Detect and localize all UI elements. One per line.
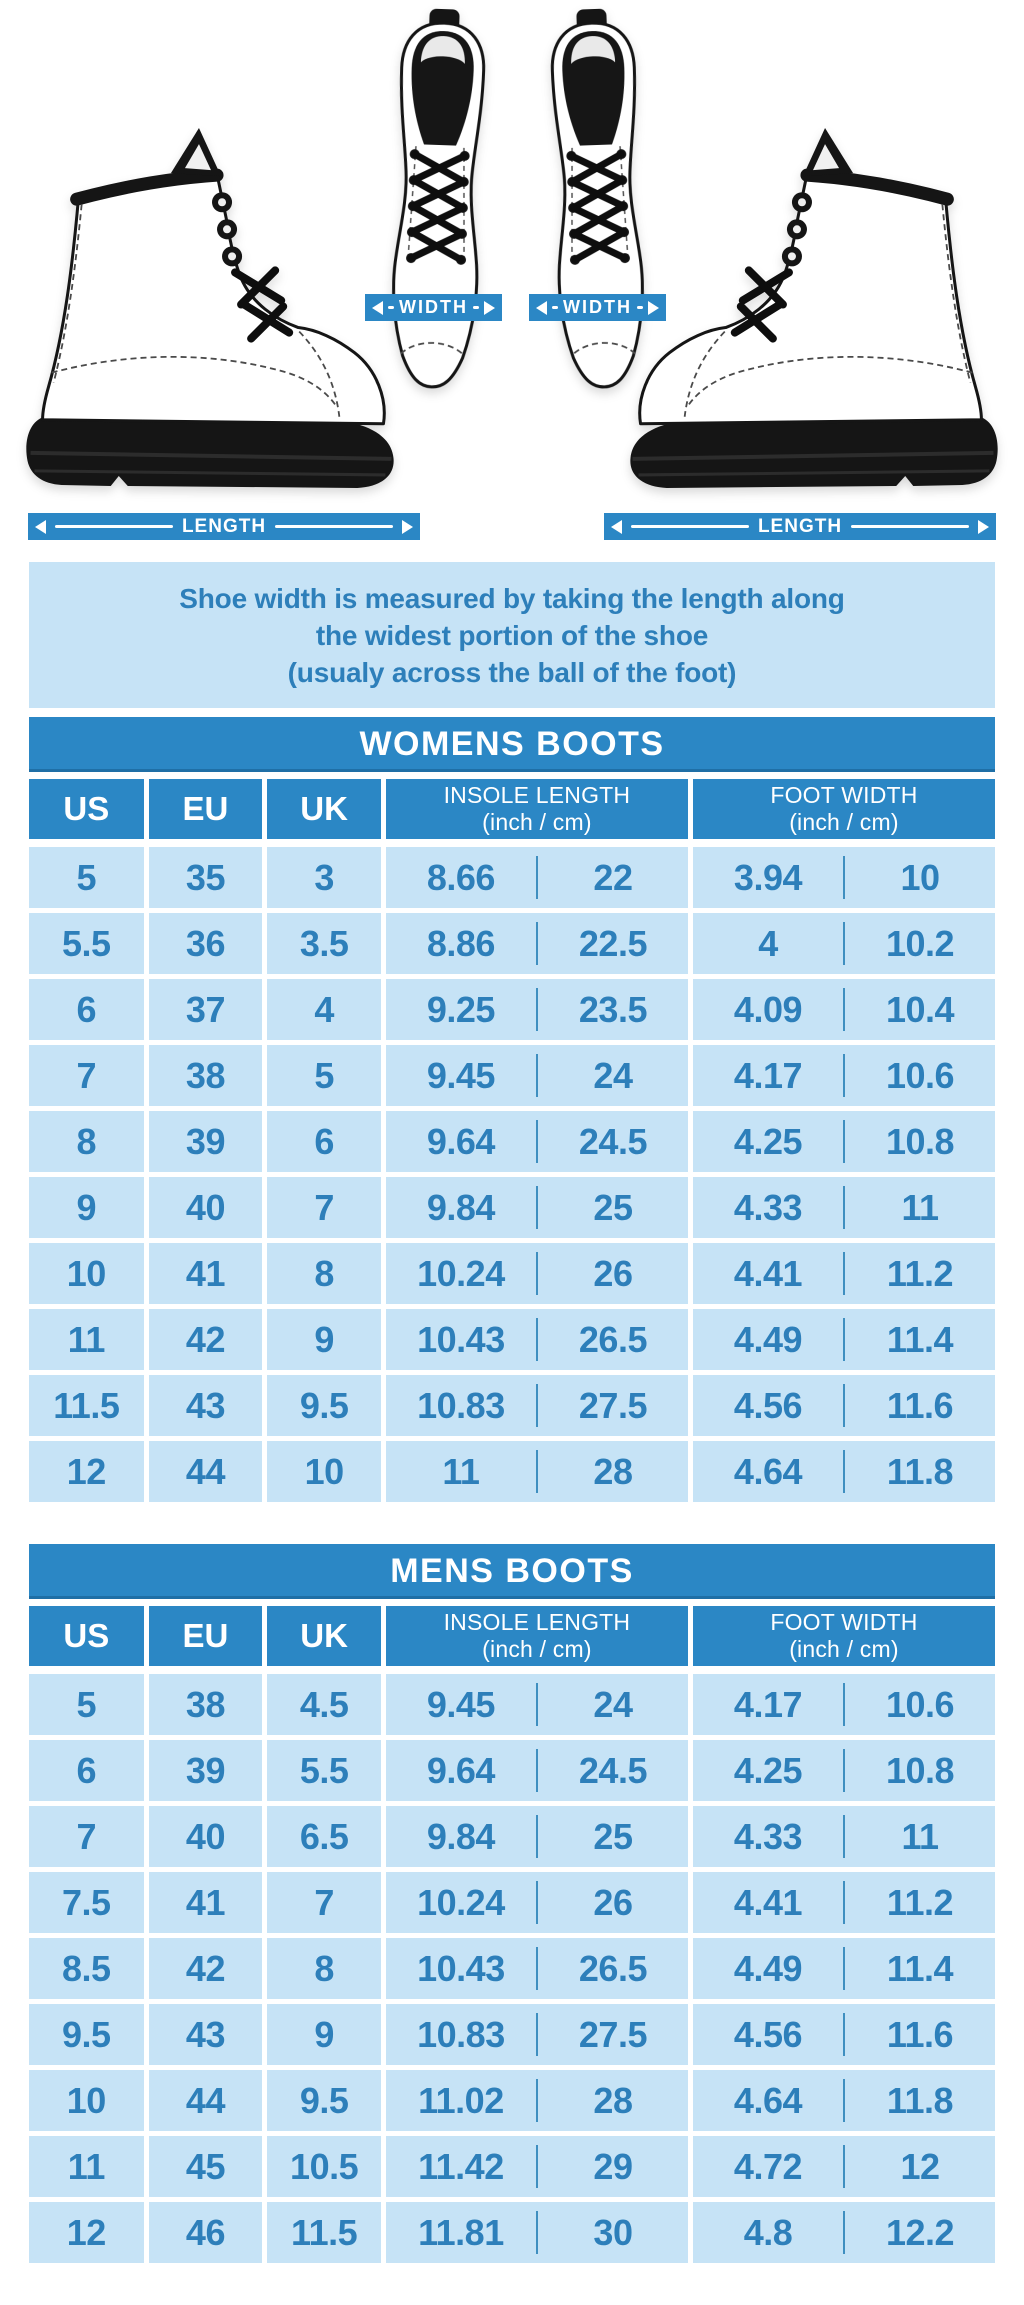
foot-width-cell — [693, 2070, 995, 2131]
col-header-eu: EU — [149, 779, 263, 839]
insole-length-cell — [386, 1045, 688, 1106]
insole-cm-value: 25 — [593, 1815, 633, 1857]
eu-size-cell: 36 — [149, 913, 263, 974]
eu-size-cell: 40 — [149, 1177, 263, 1238]
arrow-line — [388, 306, 394, 309]
foot-width-cell — [693, 1674, 995, 1735]
insole-inch-value: 10.43 — [417, 1947, 505, 1989]
insole-length-cell — [386, 913, 688, 974]
arrow-line — [637, 306, 643, 309]
width-inch-value: 4 — [758, 922, 778, 964]
width-inch-value: 4.41 — [733, 1252, 802, 1294]
insole-inch-value: 10.83 — [417, 2013, 505, 2055]
boot-top-view-left-image — [361, 4, 515, 403]
foot-width-cell — [693, 1045, 995, 1106]
note-line: (usualy across the ball of the foot) — [287, 656, 737, 688]
foot-width-cell — [693, 1872, 995, 1933]
width-inch-value: 4.64 — [733, 2079, 802, 2121]
table-body — [29, 847, 995, 1502]
table-row — [29, 913, 995, 974]
boot-top-view-right-image — [521, 4, 675, 403]
width-inch-value: 4.8 — [743, 2211, 793, 2253]
eu-size-cell: 39 — [149, 1111, 263, 1172]
insole-inch-value: 9.64 — [426, 1749, 495, 1791]
us-size-cell: 10 — [29, 1243, 144, 1304]
table-title: MENS BOOTS — [29, 1544, 995, 1599]
width-inch-value: 4.25 — [733, 1120, 802, 1162]
right-arrow-icon — [648, 301, 659, 315]
uk-size-cell: 10 — [267, 1441, 381, 1502]
width-cm-value: 11 — [901, 1815, 939, 1857]
width-inch-value: 4.41 — [733, 1881, 802, 1923]
width-cm-value: 11.8 — [886, 1450, 954, 1492]
eu-size-cell: 41 — [149, 1872, 263, 1933]
foot-width-cell — [693, 2202, 995, 2263]
insole-length-cell — [386, 2004, 688, 2065]
uk-size-cell: 5.5 — [267, 1740, 381, 1801]
insole-cm-value: 27.5 — [578, 1384, 647, 1426]
uk-size-cell: 6.5 — [267, 1806, 381, 1867]
width-inch-value: 4.64 — [733, 1450, 802, 1492]
uk-size-cell: 3.5 — [267, 913, 381, 974]
foot-width-cell — [693, 1177, 995, 1238]
insole-inch-value: 9.64 — [426, 1120, 495, 1162]
width-inch-value: 4.17 — [733, 1683, 802, 1725]
us-size-cell: 9.5 — [29, 2004, 144, 2065]
insole-cm-value: 26 — [593, 1881, 633, 1923]
insole-cm-value: 25 — [593, 1186, 633, 1228]
width-cm-value: 10.4 — [885, 988, 955, 1030]
insole-cm-value: 24 — [593, 1054, 633, 1096]
width-inch-value: 4.09 — [733, 988, 802, 1030]
table-row — [29, 1045, 995, 1106]
insole-inch-value: 9.84 — [426, 1815, 495, 1857]
insole-cm-value: 28 — [593, 2079, 633, 2121]
uk-size-cell: 11.5 — [267, 2202, 381, 2263]
table-header — [29, 779, 995, 839]
width-cm-value: 11.6 — [886, 1384, 954, 1426]
table-row — [29, 1674, 995, 1735]
uk-size-cell: 7 — [267, 1177, 381, 1238]
length-measure-bar-left — [28, 513, 420, 540]
womens-boots-table — [29, 717, 995, 1502]
eu-size-cell: 40 — [149, 1806, 263, 1867]
width-inch-value: 4.17 — [733, 1054, 802, 1096]
insole-inch-value: 11.81 — [418, 2211, 504, 2253]
uk-size-cell: 9 — [267, 2004, 381, 2065]
insole-length-cell — [386, 1441, 688, 1502]
us-size-cell: 7 — [29, 1045, 144, 1106]
width-band-label: WIDTH — [563, 297, 632, 317]
us-size-cell: 8.5 — [29, 1938, 144, 1999]
foot-width-cell — [693, 1309, 995, 1370]
col-header-units: (inch / cm) — [482, 1636, 592, 1662]
boots-figure — [0, 0, 1024, 545]
table-header — [29, 1606, 995, 1666]
boot-side-view-right-image — [618, 114, 1010, 500]
width-inch-value: 4.56 — [733, 2013, 802, 2055]
uk-size-cell: 3 — [267, 847, 381, 908]
us-size-cell: 11 — [29, 1309, 144, 1370]
table-body — [29, 1674, 995, 2263]
left-arrow-icon — [536, 301, 547, 315]
table-row — [29, 2136, 995, 2197]
width-measure-band-right — [529, 294, 666, 321]
foot-width-cell — [693, 1740, 995, 1801]
uk-size-cell: 9.5 — [267, 1375, 381, 1436]
insole-length-cell — [386, 1938, 688, 1999]
uk-size-cell: 10.5 — [267, 2136, 381, 2197]
table-row — [29, 1938, 995, 1999]
width-band-label: WIDTH — [399, 297, 468, 317]
us-size-cell: 9 — [29, 1177, 144, 1238]
arrow-line — [631, 525, 749, 528]
foot-width-cell — [693, 913, 995, 974]
foot-width-cell — [693, 847, 995, 908]
us-size-cell: 8 — [29, 1111, 144, 1172]
insole-length-cell — [386, 1740, 688, 1801]
width-cm-value: 11.4 — [886, 1318, 954, 1360]
col-header-units: (inch / cm) — [789, 1636, 899, 1662]
eu-size-cell: 44 — [149, 2070, 263, 2131]
insole-cm-value: 24.5 — [578, 1749, 647, 1791]
us-size-cell: 12 — [29, 1441, 144, 1502]
width-inch-value: 4.72 — [733, 2145, 802, 2187]
width-cm-value: 11.4 — [886, 1947, 954, 1989]
col-header-label: INSOLE LENGTH — [443, 1609, 631, 1635]
col-header-foot-width — [693, 779, 995, 839]
right-arrow-icon — [978, 520, 989, 534]
col-header-units: (inch / cm) — [789, 809, 899, 835]
width-inch-value: 4.33 — [733, 1186, 802, 1228]
table-row — [29, 1111, 995, 1172]
width-cm-value: 10.2 — [885, 922, 955, 964]
insole-length-cell — [386, 2070, 688, 2131]
col-header-us: US — [29, 1606, 144, 1666]
measurement-note — [29, 562, 995, 708]
insole-inch-value: 10.24 — [417, 1881, 505, 1923]
us-size-cell: 7.5 — [29, 1872, 144, 1933]
table-row — [29, 2004, 995, 2065]
col-header-uk: UK — [267, 1606, 381, 1666]
col-header-label: INSOLE LENGTH — [443, 782, 631, 808]
insole-cm-value: 30 — [593, 2211, 633, 2253]
arrow-line — [552, 306, 558, 309]
uk-size-cell: 4 — [267, 979, 381, 1040]
eu-size-cell: 44 — [149, 1441, 263, 1502]
insole-inch-value: 9.25 — [426, 988, 495, 1030]
insole-cm-value: 29 — [593, 2145, 633, 2187]
table-row — [29, 1309, 995, 1370]
insole-inch-value: 11.02 — [418, 2079, 504, 2121]
table-row — [29, 847, 995, 908]
insole-length-cell — [386, 1309, 688, 1370]
eu-size-cell: 38 — [149, 1674, 263, 1735]
width-inch-value: 4.33 — [733, 1815, 802, 1857]
insole-cm-value: 22.5 — [578, 922, 647, 964]
insole-length-cell — [386, 1674, 688, 1735]
width-cm-value: 12.2 — [885, 2211, 955, 2253]
insole-length-cell — [386, 1177, 688, 1238]
insole-cm-value: 23.5 — [578, 988, 647, 1030]
eu-size-cell: 45 — [149, 2136, 263, 2197]
insole-cm-value: 22 — [593, 856, 633, 898]
width-cm-value: 11.2 — [886, 1252, 954, 1294]
foot-width-cell — [693, 2004, 995, 2065]
col-header-label: FOOT WIDTH — [770, 1609, 918, 1635]
left-arrow-icon — [611, 520, 622, 534]
length-bar-label: LENGTH — [181, 515, 267, 537]
foot-width-cell — [693, 1375, 995, 1436]
insole-inch-value: 9.45 — [426, 1683, 495, 1725]
table-row — [29, 979, 995, 1040]
right-arrow-icon — [484, 301, 495, 315]
table-row — [29, 1375, 995, 1436]
insole-inch-value: 9.84 — [426, 1186, 495, 1228]
foot-width-cell — [693, 979, 995, 1040]
width-inch-value: 4.49 — [733, 1318, 802, 1360]
insole-cm-value: 27.5 — [578, 2013, 647, 2055]
table-row — [29, 1806, 995, 1867]
eu-size-cell: 43 — [149, 1375, 263, 1436]
eu-size-cell: 35 — [149, 847, 263, 908]
us-size-cell: 12 — [29, 2202, 144, 2263]
length-bar-label: LENGTH — [757, 515, 843, 537]
width-inch-value: 4.56 — [733, 1384, 802, 1426]
uk-size-cell: 9 — [267, 1309, 381, 1370]
length-measure-bar-right — [604, 513, 996, 540]
left-arrow-icon — [372, 301, 383, 315]
insole-length-cell — [386, 1872, 688, 1933]
insole-length-cell — [386, 979, 688, 1040]
width-cm-value: 11.2 — [886, 1881, 954, 1923]
col-header-us: US — [29, 779, 144, 839]
insole-cm-value: 24.5 — [578, 1120, 647, 1162]
width-cm-value: 11.6 — [886, 2013, 954, 2055]
eu-size-cell: 38 — [149, 1045, 263, 1106]
table-row — [29, 1441, 995, 1502]
width-cm-value: 10 — [900, 856, 940, 898]
foot-width-cell — [693, 2136, 995, 2197]
us-size-cell: 6 — [29, 979, 144, 1040]
uk-size-cell: 4.5 — [267, 1674, 381, 1735]
insole-inch-value: 8.86 — [426, 922, 495, 964]
table-row — [29, 2070, 995, 2131]
eu-size-cell: 46 — [149, 2202, 263, 2263]
eu-size-cell: 41 — [149, 1243, 263, 1304]
col-header-eu: EU — [149, 1606, 263, 1666]
width-cm-value: 11.8 — [886, 2079, 954, 2121]
width-cm-value: 11 — [901, 1186, 939, 1228]
eu-size-cell: 37 — [149, 979, 263, 1040]
eu-size-cell: 42 — [149, 1938, 263, 1999]
uk-size-cell: 6 — [267, 1111, 381, 1172]
table-row — [29, 1740, 995, 1801]
width-cm-value: 10.8 — [885, 1749, 955, 1791]
arrow-line — [275, 525, 393, 528]
arrow-line — [55, 525, 173, 528]
table-row — [29, 1872, 995, 1933]
note-line: Shoe width is measured by taking the length along — [179, 582, 845, 614]
width-measure-band-left — [365, 294, 502, 321]
right-arrow-icon — [402, 520, 413, 534]
left-arrow-icon — [35, 520, 46, 534]
uk-size-cell: 9.5 — [267, 2070, 381, 2131]
foot-width-cell — [693, 1441, 995, 1502]
table-title: WOMENS BOOTS — [29, 717, 995, 772]
insole-inch-value: 10.43 — [417, 1318, 505, 1360]
insole-cm-value: 26.5 — [578, 1947, 647, 1989]
mens-boots-table — [29, 1544, 995, 2263]
insole-length-cell — [386, 847, 688, 908]
foot-width-cell — [693, 1243, 995, 1304]
arrow-line — [851, 525, 969, 528]
us-size-cell: 5 — [29, 1674, 144, 1735]
insole-inch-value: 8.66 — [426, 856, 495, 898]
boot-side-view-left-image — [14, 114, 406, 500]
eu-size-cell: 43 — [149, 2004, 263, 2065]
arrow-line — [473, 306, 479, 309]
insole-length-cell — [386, 1806, 688, 1867]
insole-length-cell — [386, 1375, 688, 1436]
eu-size-cell: 39 — [149, 1740, 263, 1801]
insole-inch-value: 10.83 — [417, 1384, 505, 1426]
table-row — [29, 2202, 995, 2263]
width-inch-value: 3.94 — [733, 856, 802, 898]
table-row — [29, 1243, 995, 1304]
insole-inch-value: 11.42 — [418, 2145, 504, 2187]
width-inch-value: 4.49 — [733, 1947, 802, 1989]
us-size-cell: 6 — [29, 1740, 144, 1801]
insole-cm-value: 26.5 — [578, 1318, 647, 1360]
uk-size-cell: 5 — [267, 1045, 381, 1106]
insole-cm-value: 24 — [593, 1683, 633, 1725]
col-header-foot-width — [693, 1606, 995, 1666]
us-size-cell: 11.5 — [29, 1375, 144, 1436]
us-size-cell: 10 — [29, 2070, 144, 2131]
us-size-cell: 11 — [29, 2136, 144, 2197]
insole-length-cell — [386, 2202, 688, 2263]
uk-size-cell: 7 — [267, 1872, 381, 1933]
width-cm-value: 12 — [900, 2145, 940, 2187]
col-header-insole-length — [386, 1606, 688, 1666]
us-size-cell: 7 — [29, 1806, 144, 1867]
us-size-cell: 5.5 — [29, 913, 144, 974]
eu-size-cell: 42 — [149, 1309, 263, 1370]
insole-length-cell — [386, 1243, 688, 1304]
foot-width-cell — [693, 1111, 995, 1172]
col-header-insole-length — [386, 779, 688, 839]
foot-width-cell — [693, 1806, 995, 1867]
insole-length-cell — [386, 2136, 688, 2197]
width-cm-value: 10.8 — [885, 1120, 955, 1162]
insole-cm-value: 26 — [593, 1252, 633, 1294]
us-size-cell: 5 — [29, 847, 144, 908]
insole-inch-value: 11 — [442, 1450, 480, 1492]
insole-inch-value: 10.24 — [417, 1252, 505, 1294]
uk-size-cell: 8 — [267, 1938, 381, 1999]
width-inch-value: 4.25 — [733, 1749, 802, 1791]
col-header-label: FOOT WIDTH — [770, 782, 918, 808]
width-cm-value: 10.6 — [885, 1683, 955, 1725]
insole-cm-value: 28 — [593, 1450, 633, 1492]
table-row — [29, 1177, 995, 1238]
uk-size-cell: 8 — [267, 1243, 381, 1304]
insole-length-cell — [386, 1111, 688, 1172]
note-line: the widest portion of the shoe — [315, 619, 709, 651]
col-header-units: (inch / cm) — [482, 809, 592, 835]
width-cm-value: 10.6 — [885, 1054, 955, 1096]
foot-width-cell — [693, 1938, 995, 1999]
insole-inch-value: 9.45 — [426, 1054, 495, 1096]
col-header-uk: UK — [267, 779, 381, 839]
